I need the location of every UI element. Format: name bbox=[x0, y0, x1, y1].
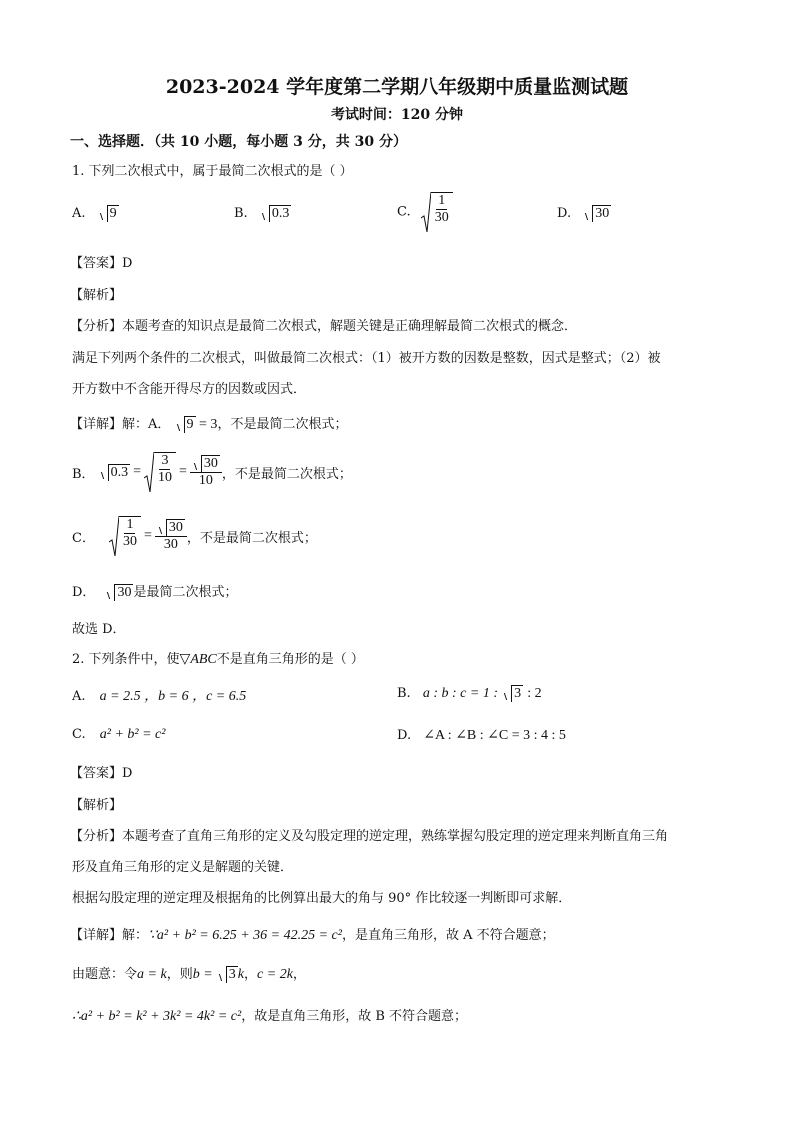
sqrt-symbol bbox=[175, 416, 196, 433]
sqrt-fraction bbox=[144, 452, 176, 492]
option-label: A. bbox=[72, 206, 86, 221]
q1-option-d bbox=[557, 205, 611, 222]
denominator: 30 bbox=[163, 537, 178, 552]
detail-suffix: ，不是最简二次根式； bbox=[221, 466, 352, 482]
detail-label: D． bbox=[72, 585, 96, 600]
denominator: 10 bbox=[198, 473, 213, 488]
q2-analysis-line-1: 【分析】本题考查了直角三角形的定义及勾股定理的逆定理，熟练掌握勾股定理的逆定理来判断直角三角 bbox=[70, 829, 669, 844]
math-expression: b = bbox=[192, 967, 213, 982]
q1-detail-a bbox=[70, 413, 347, 433]
sqrt-symbol bbox=[583, 205, 611, 222]
option-label: A. bbox=[72, 689, 86, 704]
q1-analysis-tag: 【解析】 bbox=[70, 288, 123, 303]
fraction bbox=[190, 455, 222, 489]
detail-suffix: ，不是最简二次根式； bbox=[186, 530, 317, 546]
q1-option-c bbox=[397, 192, 453, 232]
equals-sign: = bbox=[143, 528, 152, 543]
detail-prefix: 【详解】解： bbox=[70, 928, 149, 943]
sqrt-symbol bbox=[502, 685, 523, 702]
numerator: 3 bbox=[161, 453, 169, 468]
q2-analysis-line-3: 根据勾股定理的逆定理及根据角的比例算出最大的角与 90° 作比较逐一判断即可求解． bbox=[72, 891, 572, 906]
detail-text: ， bbox=[244, 967, 258, 982]
option-label: B. bbox=[234, 206, 248, 221]
exam-time: 考试时间：120 分钟 bbox=[330, 107, 464, 123]
radicand: 30 bbox=[166, 519, 185, 536]
math-expression: k bbox=[237, 967, 245, 982]
math-expression: ∵a² + b² = 6.25 + 36 = 42.25 = c² bbox=[148, 928, 342, 943]
radicand: 3 bbox=[226, 966, 238, 983]
q2-option-c bbox=[72, 727, 165, 743]
option-label: D. bbox=[557, 206, 572, 221]
sqrt-symbol bbox=[98, 205, 119, 222]
detail-prefix: 由题意：令 bbox=[72, 967, 138, 982]
q1-detail-d bbox=[72, 581, 237, 601]
radicand: 0.3 bbox=[269, 205, 292, 222]
q2-detail-2 bbox=[72, 963, 306, 983]
sqrt-symbol bbox=[105, 584, 133, 601]
sqrt-fraction bbox=[109, 516, 141, 556]
detail-prefix: 【详解】解：A． bbox=[70, 417, 171, 432]
detail-text: ， bbox=[292, 967, 306, 982]
denominator: 30 bbox=[434, 210, 449, 225]
denominator: 10 bbox=[157, 470, 172, 485]
detail-suffix: ，不是最简二次根式； bbox=[217, 417, 348, 432]
q1-detail-c bbox=[72, 516, 317, 556]
detail-suffix: 是最简二次根式； bbox=[133, 585, 238, 600]
math-expression: ∴a² + b² = k² + 3k² = 4k² = c² bbox=[72, 1009, 242, 1024]
triangle-name: ABC bbox=[190, 652, 217, 667]
q1-analysis-line-3: 开方数中不含能开得尽方的因数或因式． bbox=[72, 382, 307, 397]
triangle-symbol: ▽ bbox=[179, 652, 191, 667]
sqrt-symbol bbox=[157, 519, 185, 536]
radicand: 30 bbox=[114, 584, 133, 601]
detail-text: ，则 bbox=[166, 967, 193, 982]
equals-sign: = bbox=[133, 464, 141, 479]
q2-analysis-line-2: 形及直角三角形的定义是解题的关键． bbox=[72, 860, 294, 875]
page-title: 2023-2024 学年度第二学期八年级期中质量监测试题 bbox=[165, 76, 629, 98]
option-label: C. bbox=[397, 204, 411, 220]
radicand: 3 bbox=[511, 685, 523, 702]
radicand: 9 bbox=[184, 416, 196, 433]
section-heading: 一、选择题．（共 10 小题，每小题 3 分，共 30 分） bbox=[70, 134, 407, 150]
numerator: 1 bbox=[126, 517, 134, 532]
q1-answer: 【答案】D bbox=[70, 256, 133, 271]
detail-label: C． bbox=[72, 530, 95, 546]
sqrt-symbol bbox=[192, 455, 220, 472]
option-label: D. bbox=[397, 728, 412, 743]
question-1-stem: 1. 下列二次根式中，属于最简二次根式的是（ ） bbox=[72, 164, 353, 179]
q1-option-b bbox=[234, 205, 291, 222]
math-expression: c = 2k bbox=[257, 967, 293, 982]
option-label: C. bbox=[72, 727, 86, 742]
denominator: 30 bbox=[122, 534, 137, 549]
equals-sign: = bbox=[178, 464, 187, 479]
q1-analysis-line-2: 满足下列两个条件的二次根式，叫做最简二次根式：（1）被开方数的因数是整数，因式是整式；（2）被 bbox=[72, 351, 661, 366]
option-math: a = 2.5 ，b = 6 ，c = 6.5 bbox=[99, 689, 247, 704]
q1-detail-b bbox=[72, 452, 352, 492]
numerator: 1 bbox=[438, 193, 446, 208]
sqrt-fraction bbox=[421, 192, 453, 232]
radicand: 9 bbox=[107, 205, 119, 222]
q2-answer: 【答案】D bbox=[70, 766, 133, 781]
option-math: a : b : c = 1 : bbox=[422, 686, 498, 701]
math-expression: a = k bbox=[137, 967, 167, 982]
q2-detail-3 bbox=[72, 1005, 467, 1025]
q2-option-a bbox=[72, 685, 246, 705]
sqrt-symbol bbox=[99, 464, 131, 481]
q2-option-d bbox=[397, 727, 566, 744]
stem-prefix: 2. 下列条件中，使 bbox=[72, 652, 180, 667]
stem-suffix: 不是直角三角形的是（ ） bbox=[216, 652, 364, 667]
option-label: B. bbox=[397, 686, 411, 701]
q1-analysis-line-1: 【分析】本题考查的知识点是最简二次根式，解题关键是正确理解最简二次根式的概念． bbox=[70, 319, 578, 334]
radicand: 30 bbox=[592, 205, 611, 222]
math-expression: = 3 bbox=[195, 417, 218, 432]
option-math: ∠A : ∠B : ∠C = 3 : 4 : 5 bbox=[423, 728, 566, 743]
option-math-tail: : 2 bbox=[527, 686, 542, 701]
q1-conclusion: 故选 D． bbox=[72, 622, 126, 637]
q2-analysis-tag: 【解析】 bbox=[70, 798, 123, 813]
detail-label: B． bbox=[72, 466, 95, 482]
q1-option-a bbox=[72, 205, 119, 222]
fraction bbox=[155, 519, 187, 553]
detail-suffix: ，故是直角三角形，故 B 不符合题意； bbox=[241, 1009, 468, 1024]
option-math: a² + b² = c² bbox=[99, 727, 166, 742]
q2-detail-1 bbox=[70, 924, 555, 944]
radicand: 30 bbox=[201, 455, 220, 472]
question-2-stem bbox=[72, 648, 364, 668]
sqrt-symbol bbox=[260, 205, 292, 222]
q2-option-b bbox=[397, 685, 542, 702]
detail-suffix: ，是直角三角形，故 A 不符合题意； bbox=[341, 928, 555, 943]
sqrt-symbol bbox=[217, 966, 238, 983]
radicand: 0.3 bbox=[108, 464, 131, 481]
